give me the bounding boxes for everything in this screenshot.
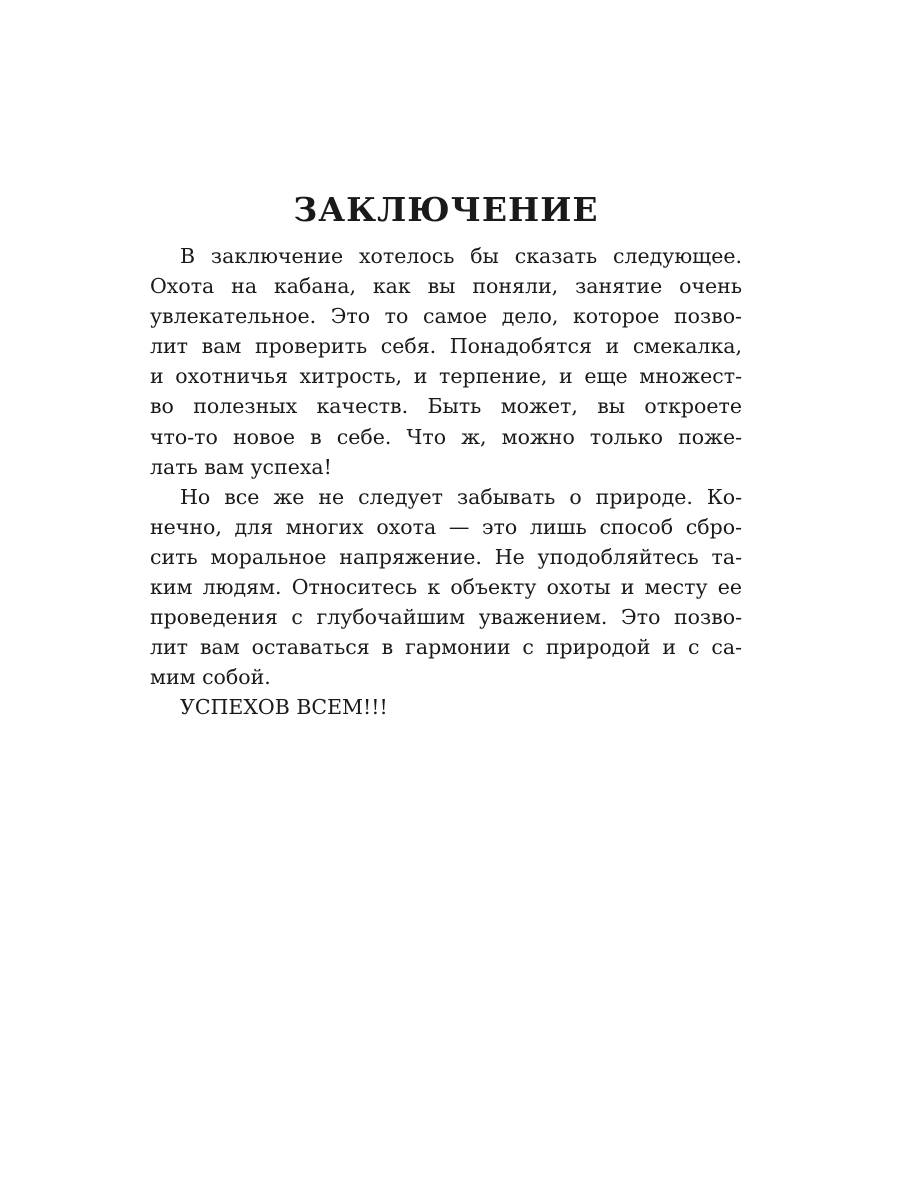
text-line: лит вам проверить себя. Понадобятся и смекалка, bbox=[150, 334, 742, 359]
text-line: сить моральное напряжение. Не уподобляйтесь та- bbox=[150, 544, 742, 569]
text-line: В заключение хотелось бы сказать следующее. bbox=[180, 244, 742, 268]
text-line: лать вам успеха! bbox=[150, 454, 332, 479]
paragraph-1 bbox=[150, 241, 742, 482]
text-line: ким людям. Относитесь к объекту охоты и месту ее bbox=[150, 575, 742, 600]
chapter-title: ЗАКЛЮЧЕНИЕ bbox=[293, 190, 599, 229]
paragraph-3 bbox=[150, 692, 742, 722]
text-line: во полезных качеств. Быть может, вы откроете bbox=[150, 394, 742, 419]
closing-line: УСПЕХОВ ВСЕМ!!! bbox=[180, 695, 388, 720]
text-line: Охота на кабана, как вы поняли, занятие очень bbox=[150, 274, 742, 299]
text-line: лит вам оставаться в гармонии с природой и с са- bbox=[150, 635, 742, 660]
book-page bbox=[150, 185, 742, 723]
text-line: Но все же не следует забывать о природе. Ко- bbox=[180, 484, 742, 509]
text-line: что-то новое в себе. Что ж, можно только поже- bbox=[150, 424, 742, 449]
text-line: и охотничья хитрость, и терпение, и еще множест- bbox=[150, 364, 742, 389]
text-line: увлекательное. Это то самое дело, которое позво- bbox=[150, 304, 742, 329]
text-line: нечно, для многих охота — это лишь способ сбро- bbox=[150, 514, 742, 539]
text-line: мим собой. bbox=[150, 665, 271, 690]
paragraph-2 bbox=[150, 482, 742, 693]
text-line: проведения с глубочайшим уважением. Это позво- bbox=[150, 605, 742, 630]
